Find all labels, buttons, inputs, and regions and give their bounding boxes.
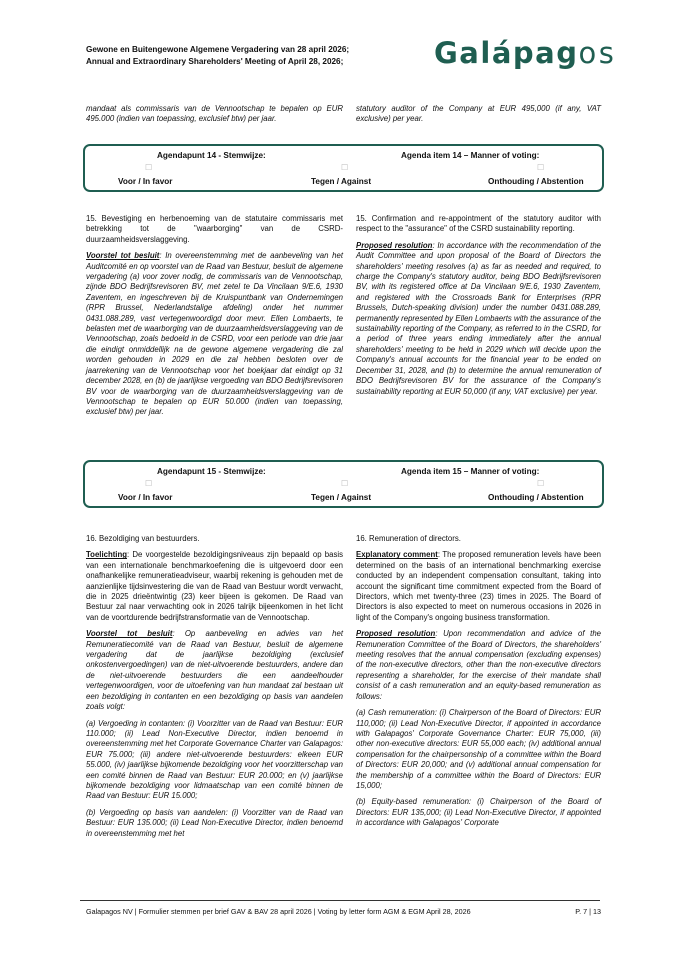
vote-14-for-label: Voor / In favor <box>118 177 173 186</box>
header-title-nl: Gewone en Buitengewone Algemene Vergadering van 28 april 2026; <box>86 45 350 54</box>
resolution-label: Voorstel tot besluit <box>86 251 160 261</box>
document-header-title <box>86 44 416 68</box>
resolution-text: : Upon recommendation and advice of the Remuneration Committee of the Board of Directors, the shareholders' meeting resolves that the annual compensation (excluding expenses) of the non-executive directors, other than the non-executive directors representing a shareholder, for the exercise of their mandate shall consist of a cash remuneration and an equity-based remuneration as follows: <box>356 629 602 701</box>
item-16-title-en: 16. Remuneration of directors. <box>356 534 461 543</box>
item-15-nl <box>86 214 343 424</box>
item-16-explanation-en <box>356 550 601 623</box>
resolution-text: : In overeenstemming met de aanbeveling van het Auditcomité en op voorstel van de Raad van Bestuur, besluit de algemene vergadering (a) voor zover nodig, de commissaris van de Vennootschap, zijnde BDO Bedrijfsrevisoren BV, met zetel te Da Vincilaan 9/E.6, 1930 Zaventem, en ingeschreven bij de Kruispuntbank van Ondernemingen (RPR Brussel, Nederlandstalige afdeling) onder het nummer 0431.088.289, vast vertegenwoordigd door mevr. Ellen Lombaerts, te belasten met de waarborging van de duurzaamheidsverslaggeving van de Vennootschap, zoals bedoeld in de CSRD, voor een periode van drie jaar die eindigt onmiddellijk na de gewone algemene vergadering die zal worden gehouden in 2029 en die zal hebben besloten over de jaarrekening van de Vennootschap voor het boekjaar dat eindigt op 31 december 2028, en (b) de jaarlijkse vergoeding van BDO Bedrijfsrevisoren BV voor de waarborging van de duurzaamheidsverslaggeving van de Vennootschap te bepalen op EUR 50.000 (indien van toepassing, exclusief btw) per jaar. <box>86 251 343 417</box>
item-16-explanation-nl <box>86 550 343 623</box>
vote-15-against-checkbox[interactable]: ☐ <box>341 479 349 488</box>
item-16-resolution-nl <box>86 629 343 712</box>
vote-box-item-15 <box>83 460 604 508</box>
page-number: P. 7 | 13 <box>575 907 601 916</box>
vote-15-for-label: Voor / In favor <box>118 493 173 502</box>
resolution-label: Proposed resolution <box>356 240 433 250</box>
vote-14-against-label: Tegen / Against <box>311 177 372 186</box>
vote-14-for-checkbox[interactable]: ☐ <box>145 163 153 172</box>
vote-14-heading-nl: Agendapunt 14 - Stemwijze: <box>157 151 266 160</box>
item-15-en <box>356 214 601 403</box>
item-15-resolution-nl <box>86 251 343 418</box>
item-16-cash-en: (a) Cash remuneration: (i) Chairperson of the Board of Directors: EUR 110,000; (ii) Lead Non-Executive Director, if appointed in accordance with Galapagos' Corporate Governance Charter: EUR 75,000, (iii) other non-executive directors: EUR 55,000 each; (iv) additional annual compensation for the chairpersonship of a committee within the Board of Directors: EUR 20,000; and (v) additional annual compensation for the membership of a committee within the Board of Directors: EUR 15,000; <box>356 708 601 790</box>
item-16-equity-nl: (b) Vergoeding op basis van aandelen: (i) Voorzitter van de Raad van Bestuur: EUR 135.000; (ii) Lead Non-Executive Director, indien benoemd in overeenstemming met het <box>86 807 343 838</box>
resolution-text: : Op aanbeveling en advies van het Remuneratiecomité van de Raad van Bestuur, besluit de algemene vergadering dat de jaarlijkse bezoldiging (exclusief onkostenvergoedingen) van de niet-uitvoerende bestuurders, andere dan de niet-uitvoerende bestuurders die een aandeelhouder vertegenwoordigen, voor de uitoefening van hun mandaat zal bestaan uit een bezoldiging in contanten en een bezoldiging op basis van aandelen zoals volgt: <box>86 629 343 712</box>
page-footer <box>86 907 601 916</box>
item-15-title-en: 15. Confirmation and re-appointment of the statutory auditor with respect to the "assurance" of the CSRD sustainability reporting. <box>356 214 601 234</box>
logo-main: Galápag <box>434 36 579 70</box>
vote-15-against-label: Tegen / Against <box>311 493 372 502</box>
footer-divider <box>80 900 600 901</box>
footer-text: Galapagos NV | Formulier stemmen per brief GAV & BAV 28 april 2026 | Voting by letter form AGM & EGM April 28, 2026 <box>86 907 471 916</box>
vote-14-against-checkbox[interactable]: ☐ <box>341 163 349 172</box>
resolution-text: : In accordance with the recommendation of the Audit Committee and upon proposal of the Board of Directors the shareholders' meeting resolves (a) as far as needed and required, to charge the Company's statutory auditor, being BDO Bedrijfsrevisoren BV, with its registered office at Da Vincilaan 9/E.6, 1930 Zaventem, and registered with the Crossroads Bank for Enterprises (RPR Brussels, Dutch-speaking division) under the number 0431.088.289, permanently represented by Ellen Lombaerts with the assurance of the sustainability reporting of the Company, as referred to in the CSRD, for a period of three years ending immediately after the annual shareholders' meeting to be held in 2029 which will decide upon the Company's annual accounts for the financial year to be ended on December 31, 2028, and (b) to determine the annual remuneration of BDO Bedrijfsrevisoren BV for the assurance of the Company's sustainability reporting at EUR 50,000 (if any, VAT exclusive) per year. <box>356 240 602 396</box>
vote-15-abstain-checkbox[interactable]: ☐ <box>537 479 545 488</box>
item-16-resolution-en <box>356 629 601 702</box>
vote-box-item-14 <box>83 144 604 192</box>
vote-15-heading-nl: Agendapunt 15 - Stemwijze: <box>157 467 266 476</box>
item-16-nl <box>86 534 343 845</box>
explanation-label: Toelichting <box>86 550 128 560</box>
intro-nl-text: mandaat als commissaris van de Vennootschap te bepalen op EUR 495.000 (indien van toepassing, exclusief btw) per jaar. <box>86 104 343 124</box>
vote-14-heading-en: Agenda item 14 – Manner of voting: <box>401 151 540 160</box>
vote-15-abstain-label: Onthouding / Abstention <box>488 493 584 502</box>
resolution-label: Voorstel tot besluit <box>86 629 173 639</box>
logo-tail: os <box>578 36 617 70</box>
item-16-en <box>356 534 601 835</box>
vote-14-abstain-label: Onthouding / Abstention <box>488 177 584 186</box>
vote-15-for-checkbox[interactable]: ☐ <box>145 479 153 488</box>
explanation-label: Explanatory comment <box>356 550 438 560</box>
explanation-text: : The proposed remuneration levels have been determined on the basis of an international benchmarking exercise conducted by an independent compensation consultant, taking into account the significant time commitment expected from the Board of Directors, which met twenty-three (23) times in 2025. The Board of Directors is also expected to meet on numerous occasions in 2026 in light of the Company's ongoing business transformation. <box>356 550 601 622</box>
intro-en-text: statutory auditor of the Company at EUR 495,000 (if any, VAT exclusive) per year. <box>356 104 601 124</box>
galapagos-logo <box>434 36 616 70</box>
intro-nl <box>86 104 343 131</box>
explanation-text: : De voorgestelde bezoldigingsniveaus zijn bepaald op basis van een internationale benchmarkoefening die is uitgevoerd door een onafhankelijke remuneratieadviseur, waarbij rekening is gehouden met de aanzienlijke tijdsinvestering die van de Raad van Bestuur wordt verwacht, die in 2025 drieëntwintig (23) keer bijeen is gekomen. De Raad van Bestuur zal naar verwachting ook in 2026 talrijk bijeenkomen in het licht van de voortdurende bedrijfstransformatie van de Vennootschap. <box>86 550 343 622</box>
item-16-equity-en: (b) Equity-based remuneration: (i) Chairperson of the Board of Directors: EUR 135,000; (ii) Lead Non-Executive Director, if appointed in accordance with Galapagos' Corporate <box>356 797 601 828</box>
item-16-title-nl: 16. Bezoldiging van bestuurders. <box>86 534 200 543</box>
vote-15-heading-en: Agenda item 15 – Manner of voting: <box>401 467 540 476</box>
item-16-cash-nl: (a) Vergoeding in contanten: (i) Voorzitter van de Raad van Bestuur: EUR 110.000; (ii) Lead Non-Executive Director, indien benoemd in overeenstemming met het Corporate Governance Charter van Galapagos: EUR 75.000; (iii) andere niet-uitvoerende bestuurders: elkeen EUR 55.000, (iv) jaarlijkse bijkomende bezoldiging voor het voorzitterschap van een comité binnen de Raad van Bestuur: EUR 20.000; en (v) jaarlijkse bijkomende bezoldiging voor lidmaatschap van een comité binnen de Raad van Bestuur: EUR 15.000; <box>86 718 343 801</box>
header-title-en: Annual and Extraordinary Shareholders' Meeting of April 28, 2026; <box>86 57 344 66</box>
resolution-label: Proposed resolution <box>356 629 436 639</box>
item-15-title-nl: 15. Bevestiging en herbenoeming van de statutaire commissaris met betrekking tot de "waarborging" van de CSRD-duurzaamheidsverslaggeving. <box>86 214 343 244</box>
item-15-resolution-en <box>356 241 601 397</box>
intro-en <box>356 104 601 131</box>
vote-14-abstain-checkbox[interactable]: ☐ <box>537 163 545 172</box>
